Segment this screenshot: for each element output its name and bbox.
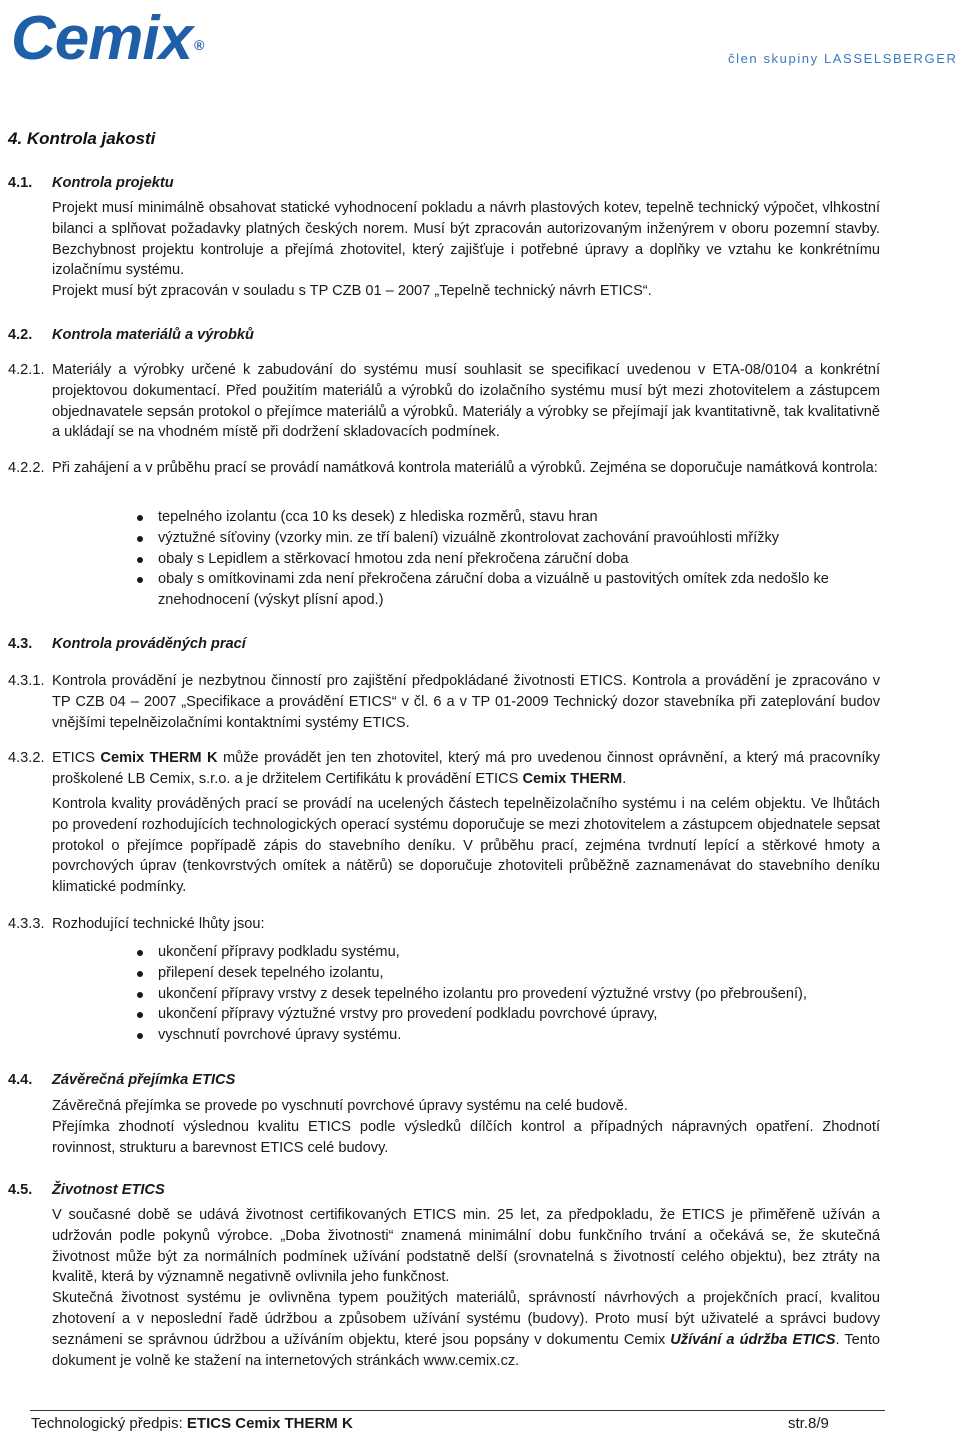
list-item: vyschnutí povrchové úpravy systému. xyxy=(158,1025,878,1046)
product-name: Cemix THERM xyxy=(522,770,623,787)
paragraph: Skutečná životnost systému je ovlivněna typem použitých materiálů, správností návrhových a projekčních prací, kvalitou zhotovení a v neposlední řadě údržbou a způsobem užívání systému (budovy). Proto musí být uživatelé a správci budovy seznámeni se správnou údržbou a užíváním objektu, které jsou popsány v dokumentu Cemix Užívání a údržba ETICS. Tento dokument je volně ke stažení na internetových stránkách www.cemix.cz. xyxy=(52,1290,881,1369)
section-heading-4-1: Kontrola projektu xyxy=(52,175,174,191)
paragraph: Přejímka zhodnotí výslednou kvalitu ETICS podle výsledků dílčích kontrol a případných nápravných opatření. Zhodnotí rovinnost, strukturu a barevnost ETICS celé budovy. xyxy=(52,1118,880,1156)
page-number: str.8/9 xyxy=(788,1415,829,1432)
list-item: výztužné síťoviny (vzorky min. ze tří balení) vizuálně zkontrolovat zachování pravoúhlosti mřížky xyxy=(158,528,878,549)
page-title: 4. Kontrola jakosti xyxy=(8,129,156,148)
clause-number-4-3-3: 4.3.3. xyxy=(8,916,45,932)
section-number-4-1: 4.1. xyxy=(8,175,33,191)
section-4-4-body xyxy=(52,1096,880,1158)
inspection-list xyxy=(158,507,878,611)
paragraph: ETICS Cemix THERM K může provádět jen ten zhotovitel, který má pro uvedenou činnost oprávnění, a který má pracovníky proškolené LB Cemix, s.r.o. a je držitelem Certifikátu k provádění ETICS Cemix THERM. xyxy=(52,750,880,787)
clause-4-2-2-text: Při zahájení a v průběhu prací se provádí namátková kontrola materiálů a výrobků. Zejména se doporučuje namátková kontrola: xyxy=(52,460,878,476)
list-item: obaly s omítkovinami zda není překročena záruční doba a vizuálně u pastovitých omítek zda nedošlo ke znehodnocení (výskyt plísní apod.) xyxy=(158,569,878,611)
clause-4-2-1-text: Materiály a výrobky určené k zabudování do systému musí souhlasit se specifikací uvedenou v ETA-08/0104 a konkrétní projektovou dokumentací. Před použitím materiálů a výrobků do izolačního systému musí být mezi zhotovitelem a zástupcem objednavatele sepsán protokol o přejímce materiálů a výrobků. Materiály a výrobky se přejímají jak kvantitativně, tak kvalitativně a ukládají se na vhodném místě při dodržení skladovacích podmínek. xyxy=(52,362,880,441)
section-4-1-body xyxy=(52,198,880,302)
section-number-4-3: 4.3. xyxy=(8,636,33,652)
section-heading-4-2: Kontrola materiálů a výrobků xyxy=(52,327,254,343)
cemix-logo: Cemix ® xyxy=(11,4,204,73)
group-tagline: člen skupiny LASSELSBERGER xyxy=(728,51,958,66)
clause-number-4-3-2: 4.3.2. xyxy=(8,750,45,766)
list-item: ukončení přípravy podkladu systému, xyxy=(158,942,878,963)
list-item: ukončení přípravy vrstvy z desek tepelného izolantu pro provedení výztužné vrstvy (po přebroušení), xyxy=(158,984,878,1005)
list-item: tepelného izolantu (cca 10 ks desek) z hlediska rozměrů, stavu hran xyxy=(158,507,878,528)
list-item: ukončení přípravy výztužné vrstvy pro provedení podkladu povrchové úpravy, xyxy=(158,1004,878,1025)
clause-number-4-2-2: 4.2.2. xyxy=(8,460,45,476)
clause-4-3-3-text: Rozhodující technické lhůty jsou: xyxy=(52,916,265,932)
footer-document-label: Technologický předpis: ETICS Cemix THERM K xyxy=(31,1415,353,1432)
deadlines-list xyxy=(158,942,878,1046)
list-item: obaly s Lepidlem a stěrkovací hmotou zda není překročena záruční doba xyxy=(158,549,878,570)
clause-4-3-2-text xyxy=(52,748,880,790)
quality-control-paragraph: Kontrola kvality prováděných prací se provádí na ucelených částech tepelněizolačního systému i na celém objektu. Ve lhůtách po provedení rozhodujících technologických operací systému doporučuje se mezi zhotovitelem a zástupcem objednatele sepsat protokol o přejímce popřípadě zápis do stavebního deníku. V průběhu prací, zejména tvrdnutí lepící a stěrkové hmoty a povrchových úprav (tenkovrstvých omítek a nátěrů) se doporučuje zhotoviteli průběžně zaznamenávat do stavebního deníku klimatické podmínky. xyxy=(52,796,880,896)
section-number-4-2: 4.2. xyxy=(8,327,33,343)
section-number-4-4: 4.4. xyxy=(8,1072,33,1088)
paragraph: Projekt musí být zpracován v souladu s TP CZB 01 – 2007 „Tepelně technický návrh ETICS“. xyxy=(52,283,652,300)
clause-4-3-1-text: Kontrola provádění je nezbytnou činností pro zajištění předpokládané životnosti ETICS. Kontrola a provádění je zpracováno v TP CZB 04 – 2007 „Specifikace a provádění ETICS“ v čl. 6 a v TP 01-2009 Technický dozor stavebníka při zateplování budov vnějšími tepelněizolačními kontaktními systémy ETICS. xyxy=(52,673,880,731)
paragraph: Projekt musí minimálně obsahovat statické vyhodnocení pokladu a návrh plastových kotev, tepelně technický výpočet, vlhkostní bilanci a splňovat požadavky platných českých norem. Musí být zpracován autorizovaným inženýrem v oboru pozemní stavby. Bezchybnost projektu kontroluje a přejímá zhotovitel, který zajišťuje i potřebné úpravy a doplňky ve vztahu ke konkrétnímu izolačnímu systému. xyxy=(52,200,880,279)
section-4-5-body xyxy=(52,1205,880,1371)
document-title: Užívání a údržba ETICS xyxy=(670,1331,836,1348)
registered-mark: ® xyxy=(194,37,204,53)
clause-number-4-3-1: 4.3.1. xyxy=(8,673,45,689)
section-number-4-5: 4.5. xyxy=(8,1182,33,1198)
section-heading-4-5: Životnost ETICS xyxy=(52,1182,165,1198)
section-heading-4-3: Kontrola prováděných prací xyxy=(52,636,246,652)
product-name: Cemix THERM K xyxy=(100,750,218,766)
paragraph: Závěrečná přejímka se provede po vyschnutí povrchové úpravy systému na celé budově. xyxy=(52,1098,628,1114)
clause-number-4-2-1: 4.2.1. xyxy=(8,362,45,378)
paragraph: V současné době se udává životnost certifikovaných ETICS min. 25 let, za předpokladu, že ETICS je přiměřeně užíván a udržován podle pokynů výrobce. „Doba životnosti“ znamená minimální dobu funkčního trvání a očekává se, že skutečná životnost může být za normálních podmínek užívání podstatně delší (srovnatelná s životností celého objektu), bez ztráty na kvalitě, která by významně negativně ovlivnila jeho funkčnost. xyxy=(52,1207,880,1286)
section-heading-4-4: Závěrečná přejímka ETICS xyxy=(52,1072,236,1088)
product-name: ETICS Cemix THERM K xyxy=(186,1415,353,1432)
list-item: přilepení desek tepelného izolantu, xyxy=(158,963,878,984)
footer-divider xyxy=(30,1410,885,1411)
